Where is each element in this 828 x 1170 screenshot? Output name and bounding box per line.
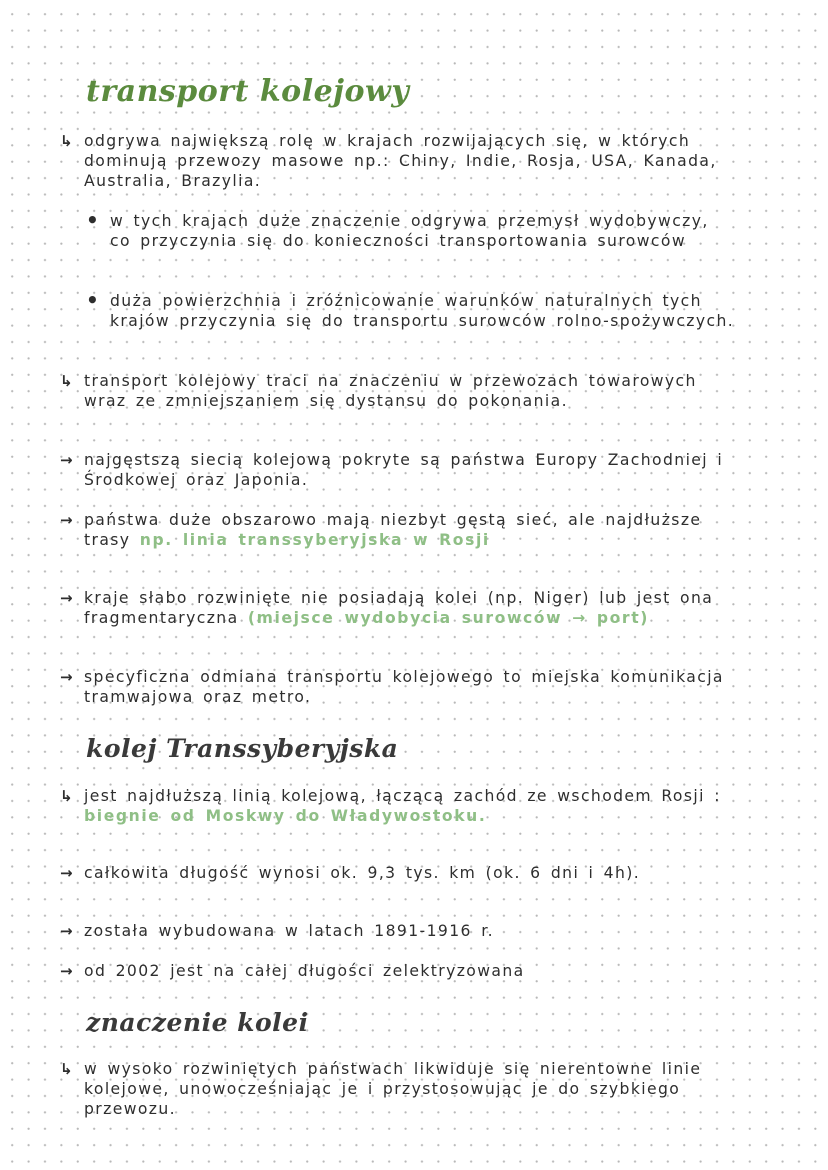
highlight-moscow-vladivostok: biegnie od Moskwy do Władywostoku.	[84, 807, 487, 825]
note-entry-1	[60, 131, 736, 191]
note-text-13: w wysoko rozwiniętych państwach likwiduje się nierentowne linie kolejowe, unowocześniając je i przystosowując je do szybkiego przewozu.	[84, 1060, 702, 1118]
note-text-7-main: kraje słabo rozwinięte nie posiadają kolei (np. Niger) lub jest ona fragmentaryczna	[84, 589, 714, 627]
note-text-5: najgęstszą siecią kolejową pokryte są państwa Europy Zachodniej i Środkowej oraz Japonia.	[84, 451, 724, 489]
note-entry-6	[60, 510, 736, 550]
note-text-10: całkowita długość wynosi ok. 9,3 tys. km (ok. 6 dni i 4h).	[84, 864, 641, 882]
note-subentry-2	[86, 208, 736, 251]
right-arrow-icon: →	[60, 589, 74, 607]
right-arrow-icon: →	[60, 922, 74, 940]
bullet-icon: •	[86, 208, 101, 232]
note-entry-11	[60, 921, 736, 941]
right-arrow-icon: →	[60, 864, 74, 882]
note-entry-10	[60, 863, 736, 883]
note-text-4: transport kolejowy traci na znaczeniu w przewozach towarowych wraz ze zmniejszaniem się dystansu do pokonania.	[84, 372, 697, 410]
note-text-9	[84, 786, 736, 826]
hook-arrow-icon: ↳	[60, 372, 74, 390]
hook-arrow-icon: ↳	[60, 787, 74, 805]
right-arrow-icon: →	[60, 962, 74, 980]
note-text-3: duża powierzchnia i zróżnicowanie warunków naturalnych tych krajów przyczynia się do transportu surowców rolno-spożywczych.	[110, 292, 735, 330]
note-entry-7	[60, 588, 736, 628]
note-text-6-main: państwa duże obszarowo mają niezbyt gęstą sieć, ale najdłuższe trasy	[84, 511, 702, 549]
hook-arrow-icon: ↳	[60, 1060, 74, 1078]
note-text-11: została wybudowana w latach 1891-1916 r.	[84, 922, 494, 940]
right-arrow-icon: →	[60, 668, 74, 686]
bullet-icon: •	[86, 288, 101, 312]
note-text-9-main: jest najdłuższą linią kolejową, łączącą zachód ze wschodem Rosji :	[84, 787, 721, 805]
note-subentry-3	[86, 288, 736, 331]
note-entry-4	[60, 371, 736, 411]
highlight-mining-to-port: (miejsce wydobycia surowców → port)	[247, 609, 650, 627]
note-text-1: odgrywa największą rolę w krajach rozwijających się, w których dominują przewozy masowe np.: Chiny, Indie, Rosja, USA, Kanada, Australia, Brazylia.	[84, 132, 717, 190]
title-kolej-transsyberyjska: kolej Transsyberyjska	[86, 734, 399, 763]
note-text-12: od 2002 jest na całej długości zelektryzowana	[84, 962, 525, 980]
note-entry-12	[60, 961, 736, 981]
right-arrow-icon: →	[60, 451, 74, 469]
highlight-example-route: np. linia transsyberyjska w Rosji	[139, 531, 490, 549]
note-text-7	[84, 588, 736, 628]
right-arrow-icon: →	[60, 511, 74, 529]
title-znaczenie-kolei: znaczenie kolei	[86, 1008, 309, 1037]
note-text-2: w tych krajach duże znaczenie odgrywa przemysł wydobywczy, co przyczynia się do konieczności transportowania surowców	[110, 212, 709, 250]
hook-arrow-icon: ↳	[60, 132, 74, 150]
title-transport-kolejowy: transport kolejowy	[86, 74, 410, 109]
note-entry-13	[60, 1059, 736, 1119]
note-text-8: specyficzna odmiana transportu kolejowego to miejska komunikacja tramwajowa oraz metro.	[84, 668, 724, 706]
note-entry-5	[60, 450, 736, 490]
note-entry-8	[60, 667, 736, 707]
note-entry-9	[60, 786, 736, 826]
note-text-6	[84, 510, 736, 550]
